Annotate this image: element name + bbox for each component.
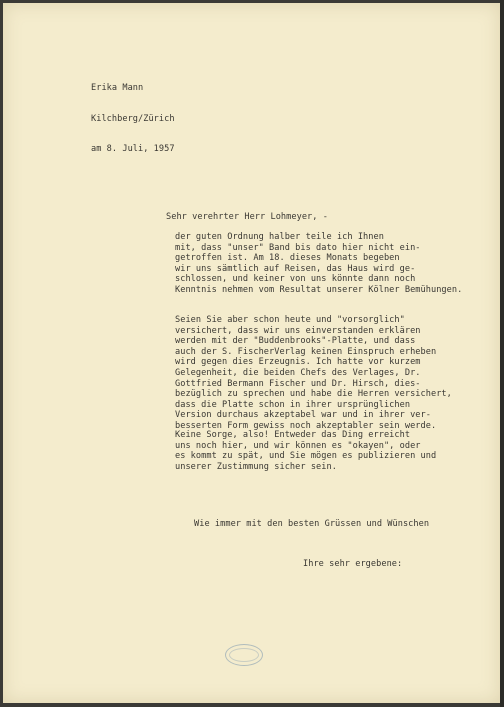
paragraph-1 [175,232,485,296]
text-line: besserten Form gewiss noch akzeptabler sein werde. [175,420,437,431]
text-line: unserer Zustimmung sicher sein. [175,461,337,472]
paragraph-2 [175,315,485,432]
text-line: Seien Sie aber schon heute und "vorsorglich" [175,315,405,325]
text-line: uns noch hier, und wir können es "okayen", oder [175,440,421,451]
letter-date: am 8. Juli, 1957 [91,144,175,154]
closing-line: Wie immer mit den besten Grüssen und Wünschen [194,519,430,529]
archive-stamp-ring [229,648,259,662]
text-line: es kommt zu spät, und Sie mögen es publizieren und [175,451,437,462]
sender-block [91,63,175,175]
text-line: werden mit der "Buddenbrooks"-Platte, und dass [175,336,416,347]
text-line: schlossen, und keiner von uns könnte dann noch [175,274,416,285]
text-line: Keine Sorge, also! Entweder das Ding erreicht [175,430,411,440]
text-line: mit, dass "unser" Band bis dato hier nicht ein- [175,242,421,253]
text-line: auch der S. FischerVerlag keinen Einspruch erheben [175,346,437,357]
paragraph-3 [175,430,485,472]
text-line: Gelegenheit, die beiden Chefs des Verlages, Dr. [175,367,421,378]
scan-edge [500,0,504,707]
letter-sheet [3,3,500,703]
text-line: Gottfried Bermann Fischer und Dr. Hirsch, dies- [175,378,421,389]
signoff-line: Ihre sehr ergebene: [303,559,403,569]
text-line: versichert, dass wir uns einverstanden erklären [175,325,421,336]
text-line: der guten Ordnung halber teile ich Ihnen [175,232,384,242]
archive-stamp [225,644,263,666]
sender-place: Kilchberg/Zürich [91,113,175,124]
text-line: Kenntnis nehmen vom Resultat unserer Kölner Bemühungen. [175,284,463,295]
text-line: getroffen ist. Am 18. dieses Monats begeben [175,253,400,264]
text-line: wird gegen dies Erzeugnis. Ich hatte vor kurzem [175,357,421,368]
text-line: wir uns sämtlich auf Reisen, das Haus wird ge- [175,263,416,274]
text-line: dass die Platte schon in ihrer ursprünglichen [175,399,411,410]
text-line: bezüglich zu sprechen und habe die Herren versichert, [175,389,452,400]
sender-name: Erika Mann [91,83,144,93]
salutation: Sehr verehrter Herr Lohmeyer, - [166,212,328,222]
text-line: Version durchaus akzeptabel war und in ihrer ver- [175,410,431,421]
